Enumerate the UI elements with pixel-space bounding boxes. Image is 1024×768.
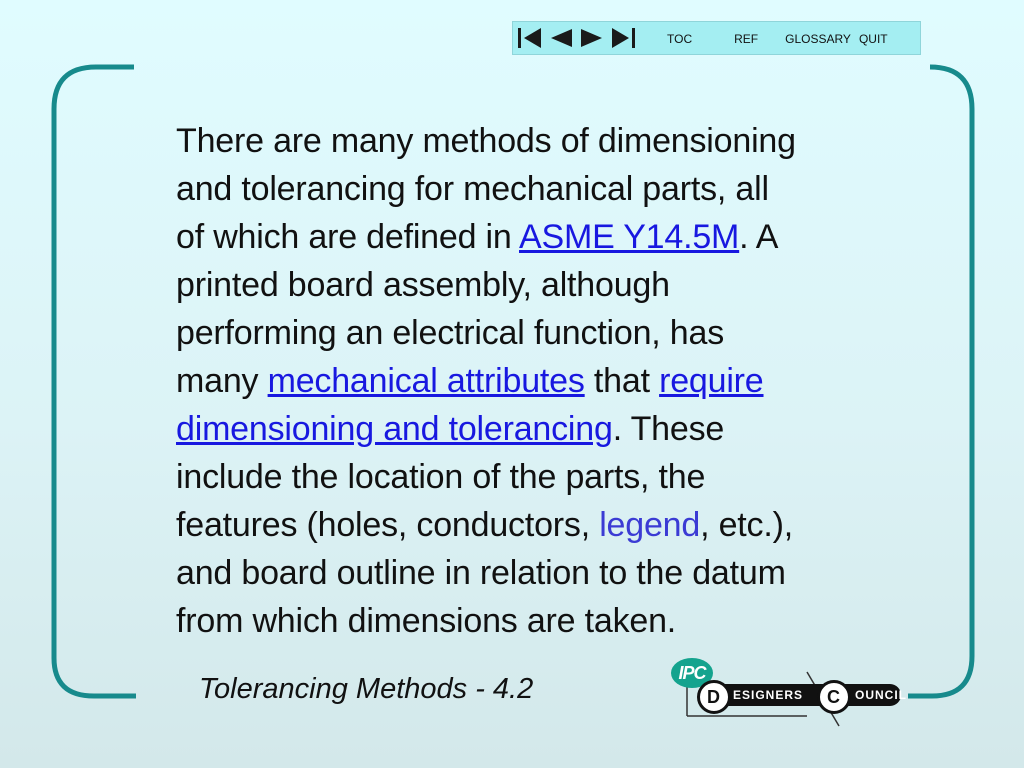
text-segment: There are many methods of dimensioning and tolerancing for mechanical parts, all of which are defined in [176, 122, 796, 256]
logo-word-designers: ESIGNERS [733, 688, 804, 702]
ref-link[interactable]: REF [734, 32, 759, 46]
designers-council-bar [705, 684, 907, 707]
mechanical-attributes-link[interactable]: mechanical attributes [267, 362, 585, 400]
logo-letter-d: D [697, 680, 731, 714]
text-segment: that [584, 362, 660, 400]
quit-link[interactable]: QUIT [858, 32, 888, 46]
logo-word-council: OUNCIL [855, 688, 907, 702]
require-dimensioning-link[interactable]: require dimensioning and tolerancing [176, 362, 764, 448]
body-paragraph [176, 117, 921, 645]
legend-term[interactable]: legend [599, 506, 701, 544]
asme-y14-5m-link[interactable]: ASME Y14.5M [519, 218, 740, 256]
toc-link[interactable]: TOC [667, 32, 693, 46]
text-segment: . These include the location of the parts, the features (holes, conductors, [176, 410, 725, 544]
ipc-designers-council-logo [667, 658, 907, 730]
text-segment: , etc.), and board outline in relation to the datum from which dimensions are taken. [176, 506, 793, 640]
text-segment: . A printed board assembly, although performing an electrical function, has many [176, 218, 779, 400]
slide-footer-title: Tolerancing Methods - 4.2 [199, 673, 534, 705]
ipc-logo-mark: IPC [671, 658, 713, 688]
logo-letter-c: C [817, 680, 851, 714]
glossary-link[interactable]: GLOSSARY [785, 32, 851, 46]
